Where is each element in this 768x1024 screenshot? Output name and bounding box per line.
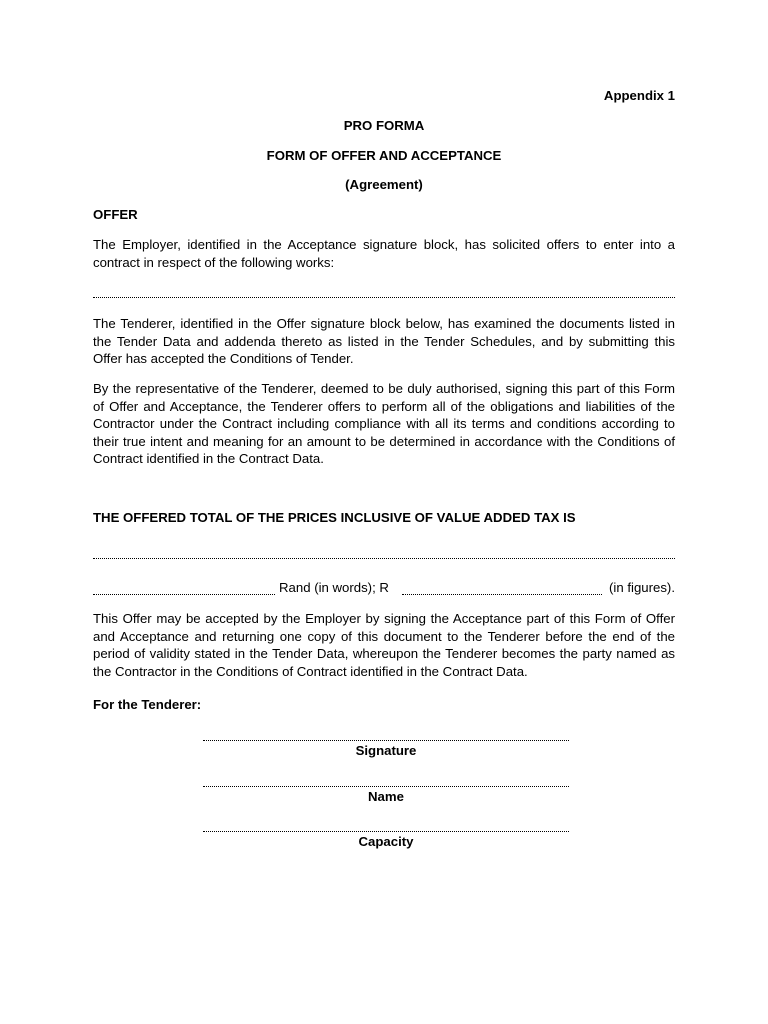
in-figures-label: (in figures).: [609, 580, 675, 595]
employer-paragraph: The Employer, identified in the Acceptance signature block, has solicited offers to enter into a contract in respect of the following works:: [93, 237, 675, 270]
acceptance-paragraph: This Offer may be accepted by the Employer by signing the Acceptance part of this Form of Offer and Acceptance and returning one copy of this document to the Tenderer before the end of the period of validity stated in the Tender Data, whereupon the Tenderer becomes the party named as the Contractor in the Conditions of Contract identified in the Contract Data.: [93, 611, 675, 679]
agreement-subtitle: (Agreement): [345, 177, 423, 192]
capacity-line[interactable]: [203, 831, 569, 832]
document-page: [93, 0, 675, 1024]
offered-total-line[interactable]: [93, 558, 675, 559]
appendix-label: Appendix 1: [603, 88, 675, 103]
rand-words-label: Rand (in words); R: [279, 580, 389, 595]
works-description-line[interactable]: [93, 297, 675, 298]
offered-total-heading: THE OFFERED TOTAL OF THE PRICES INCLUSIVE OF VALUE ADDED TAX IS: [93, 510, 576, 525]
representative-paragraph: By the representative of the Tenderer, deemed to be duly authorised, signing this part of this Form of Offer and Acceptance, the Tenderer offers to perform all of the obligations and liabilities of the Contractor under the Contract including compliance with all its terms and conditions according to their true intent and meaning for an amount to be determined in accordance with the Conditions of Contract identified in the Contract Data.: [93, 381, 675, 466]
pro-forma-heading: PRO FORMA: [343, 118, 425, 133]
signature-label: Signature: [355, 743, 417, 758]
capacity-label: Capacity: [358, 834, 414, 849]
name-label: Name: [368, 789, 404, 804]
signature-line[interactable]: [203, 740, 569, 741]
amount-figures-line[interactable]: [402, 594, 602, 595]
amount-row: [93, 580, 675, 598]
for-tenderer-label: For the Tenderer:: [93, 697, 202, 712]
offer-heading: OFFER: [93, 207, 138, 222]
amount-words-line[interactable]: [93, 594, 275, 595]
form-title: FORM OF OFFER AND ACCEPTANCE: [266, 148, 502, 163]
tenderer-paragraph: The Tenderer, identified in the Offer signature block below, has examined the documents listed in the Tender Data and addenda thereto as listed in the Tender Schedules, and by submitting this Offer has accepted the Conditions of Tender.: [93, 316, 675, 366]
name-line[interactable]: [203, 786, 569, 787]
